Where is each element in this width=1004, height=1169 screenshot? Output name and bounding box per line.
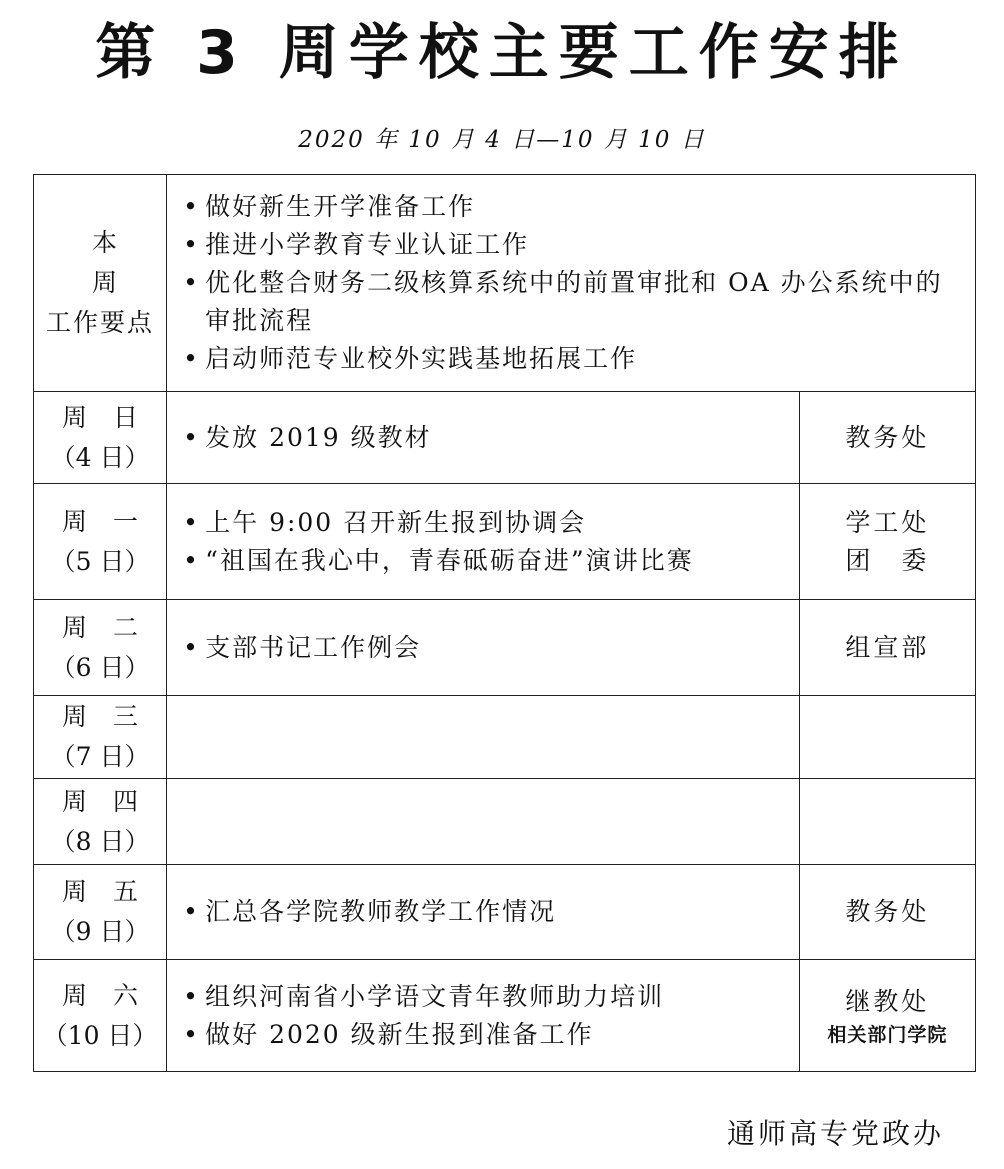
day-date: （5 日）: [50, 546, 150, 576]
tasks-list: [167, 885, 799, 939]
day-name: 周一: [62, 506, 165, 536]
dept-name-small: 相关部门学院: [827, 1023, 948, 1046]
bullet-icon: •: [183, 230, 200, 259]
dept-cell: [799, 696, 975, 779]
table-row: [34, 392, 976, 484]
dept-name: 教务处: [845, 897, 930, 926]
focus-list: [167, 180, 975, 386]
tasks-list: [167, 621, 799, 675]
day-cell: [34, 484, 167, 600]
dept-name: 教务处: [845, 422, 930, 452]
bullet-icon: •: [183, 422, 200, 452]
dept-cell: [799, 865, 975, 960]
dept-cell: [799, 484, 975, 600]
day-cell: [34, 600, 167, 696]
date-range: 2020 年 10 月 4 日—10 月 10 日: [298, 127, 706, 153]
list-item: [183, 1016, 793, 1054]
page-title: 第 3 周学校主要工作安排: [95, 18, 909, 88]
day-cell: [34, 960, 167, 1072]
list-item: [183, 978, 793, 1016]
tasks-cell: [167, 865, 800, 960]
day-date: （4 日）: [50, 442, 150, 472]
dept-name: 团 委: [845, 545, 930, 575]
task-text: 汇总各学院教师教学工作情况: [205, 897, 557, 926]
day-cell: [34, 779, 167, 865]
dept-cell: [799, 960, 975, 1072]
bullet-icon: •: [183, 1019, 200, 1049]
task-text: 上午 9:00 召开新生报到协调会: [205, 507, 587, 537]
table-row: [34, 484, 976, 600]
focus-items-cell: [167, 175, 976, 392]
bullet-icon: •: [183, 632, 200, 662]
day-date: （10 日）: [42, 1020, 158, 1050]
list-item: [183, 629, 793, 667]
focus-row: [34, 175, 976, 392]
tasks-list: [167, 970, 799, 1062]
bullet-icon: •: [183, 192, 200, 221]
table-row: [34, 960, 976, 1072]
task-text: 支部书记工作例会: [205, 632, 422, 662]
list-item: [183, 419, 793, 457]
list-item: [183, 188, 969, 226]
day-name: 周二: [62, 612, 165, 642]
focus-item-text: 启动师范专业校外实践基地拓展工作: [205, 344, 638, 373]
schedule-table: [33, 174, 976, 1072]
focus-item-text: 优化整合财务二级核算系统中的前置审批和 OA 办公系统中的审批流程: [205, 268, 943, 335]
table-row: [34, 779, 976, 865]
day-cell: [34, 392, 167, 484]
day-name: 周六: [62, 980, 165, 1010]
dept-name: 组宣部: [845, 632, 930, 662]
tasks-list: [167, 411, 799, 465]
day-date: （7 日）: [50, 742, 150, 771]
tasks-cell: [167, 600, 800, 696]
tasks-cell: [167, 779, 800, 865]
footer-signature: 通师高专党政办: [726, 1117, 944, 1150]
table-row: [34, 865, 976, 960]
day-name: 周五: [62, 877, 165, 906]
dept-cell: [799, 600, 975, 696]
list-item: [183, 542, 793, 580]
bullet-icon: •: [183, 981, 200, 1011]
bullet-icon: •: [183, 344, 200, 373]
tasks-cell: [167, 960, 800, 1072]
task-text: “祖国在我心中，青春砥砺奋进”演讲比赛: [205, 545, 694, 575]
table-row: [34, 696, 976, 779]
day-name: 周日: [62, 402, 165, 432]
dept-name: 学工处: [845, 507, 930, 537]
dept-cell: [799, 392, 975, 484]
list-item: [183, 340, 969, 378]
dept-name: 继教处: [845, 986, 930, 1016]
day-date: （8 日）: [50, 826, 150, 856]
bullet-icon: •: [183, 268, 200, 297]
tasks-list: [167, 496, 799, 588]
dept-cell: [799, 779, 975, 865]
focus-item-text: 推进小学教育专业认证工作: [205, 230, 530, 259]
day-cell: [34, 865, 167, 960]
list-item: [183, 893, 793, 931]
day-name: 周三: [62, 702, 165, 731]
bullet-icon: •: [183, 897, 200, 926]
focus-label-line2: 工作要点: [46, 308, 155, 337]
list-item: [183, 264, 969, 340]
focus-item-text: 做好新生开学准备工作: [205, 192, 476, 221]
focus-label-line1: 本周: [92, 228, 176, 297]
task-text: 组织河南省小学语文青年教师助力培训: [205, 981, 665, 1011]
bullet-icon: •: [183, 507, 200, 537]
list-item: [183, 226, 969, 264]
day-date: （9 日）: [50, 917, 150, 946]
table-row: [34, 600, 976, 696]
task-text: 做好 2020 级新生报到准备工作: [205, 1019, 594, 1049]
day-cell: [34, 696, 167, 779]
focus-label-cell: [34, 175, 176, 392]
tasks-cell: [167, 392, 800, 484]
bullet-icon: •: [183, 545, 200, 575]
task-text: 发放 2019 级教材: [205, 422, 432, 452]
day-date: （6 日）: [50, 652, 150, 682]
tasks-cell: [167, 696, 800, 779]
day-name: 周四: [62, 786, 165, 816]
list-item: [183, 504, 793, 542]
tasks-cell: [167, 484, 800, 600]
